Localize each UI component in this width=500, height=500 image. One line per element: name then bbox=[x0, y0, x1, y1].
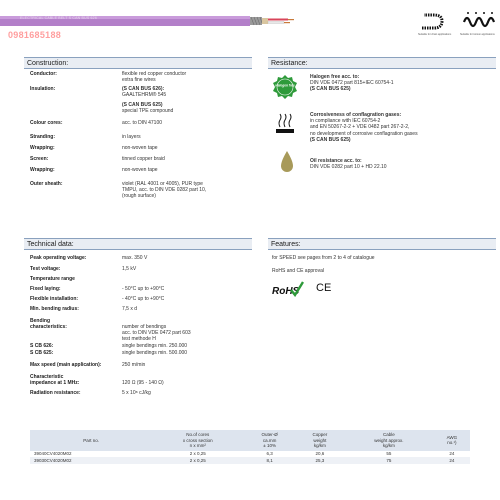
chain-icon-caption: Suitable for chain applications bbox=[418, 33, 452, 36]
tech-label: Temperature range bbox=[30, 276, 75, 282]
tech-label: Flexible installation: bbox=[30, 296, 79, 302]
header-cable-weight: Cable weight approx. kg/km bbox=[344, 430, 434, 451]
tech-value: 250 m/min bbox=[122, 362, 146, 368]
tech-label: Peak operating voltage: bbox=[30, 255, 87, 261]
header-copper-weight: Copper weight kg/km bbox=[296, 430, 344, 451]
features-speed-text: for SPEED see pages from 2 to 4 of catalogue bbox=[272, 255, 375, 261]
tech-value: 1,5 kV bbox=[122, 266, 137, 272]
conductor-value: flexible red copper conductor extra fine wires bbox=[122, 71, 187, 84]
tech-label: characteristics: bbox=[30, 324, 67, 330]
cell-awg: 24 bbox=[434, 457, 470, 464]
table-row bbox=[30, 457, 470, 464]
tech-value: max. 350 V bbox=[122, 255, 148, 261]
tech-value: - 40°C up to +90°C bbox=[122, 296, 165, 302]
cell-copper-weight: 25,3 bbox=[296, 457, 344, 464]
halogen-free-badge-text: Halogen free bbox=[275, 83, 295, 88]
screen-value: tinned copper braid bbox=[122, 156, 165, 162]
tech-label: S CB 625: bbox=[30, 350, 54, 356]
rohs-logo-text: RoHS bbox=[272, 286, 300, 297]
header-cores: No.of cores x cross section n x mm² bbox=[152, 430, 243, 451]
oil-resistance-text: Oil resistance acc. to: DIN VDE 0282 part 10 + HD 22.10 bbox=[310, 158, 387, 171]
tech-value: 120 Ω (95 - 140 Ω) bbox=[122, 380, 164, 386]
wrapping-value-2: non-woven tape bbox=[122, 167, 158, 173]
torsion-icon bbox=[462, 10, 496, 32]
tech-value: 5 x 10⁸ cJ/kg bbox=[122, 390, 151, 396]
cell-cable-weight: 55 bbox=[344, 451, 434, 458]
insulation-626-value: (S CAN BUS 626): GAALTEHRM® 545 bbox=[122, 86, 167, 99]
tech-value: number of bendings bbox=[122, 324, 167, 330]
header-outer-diameter: Outer-Ø ca.mm ± 10% bbox=[243, 430, 295, 451]
colour-cores-label: Colour cores: bbox=[30, 120, 63, 126]
part-number-table bbox=[30, 430, 470, 464]
tech-label: Min. bending radius: bbox=[30, 306, 79, 312]
oil-drop-icon bbox=[279, 150, 295, 174]
cell-copper-weight: 20,6 bbox=[296, 451, 344, 458]
construction-heading: Construction: bbox=[24, 57, 252, 69]
chain-icon bbox=[420, 12, 454, 32]
tech-label: S CB 626: bbox=[30, 343, 54, 349]
halogen-free-text: Halogen free acc. to: DIN VDE 0472 part 815+IEC 60754-1 (S CAN BUS 625) bbox=[310, 74, 394, 93]
tech-label: impedance at 1 MHz: bbox=[30, 380, 80, 386]
wrapping-label-1: Wrapping: bbox=[30, 145, 55, 151]
header-awg: AWG no.¹) bbox=[434, 430, 470, 451]
tech-label: Fixed laying: bbox=[30, 286, 61, 292]
header-part-no: Part no. bbox=[30, 430, 152, 451]
phone-number: 0981685188 bbox=[8, 30, 62, 40]
cell-cable-weight: 75 bbox=[344, 457, 434, 464]
rohs-logo bbox=[272, 281, 299, 297]
cell-outer-diameter: 6,3 bbox=[243, 451, 295, 458]
ce-logo: CE bbox=[316, 282, 332, 294]
tech-value: - 50°C up to +90°C bbox=[122, 286, 165, 292]
tech-label: Bending bbox=[30, 318, 50, 324]
tech-label: Characteristic bbox=[30, 374, 64, 380]
cable-print-label: ELECTRICAL CABLE BELT S CAN BUS 626 bbox=[20, 16, 97, 20]
cell-cores: 2 x 0,25 bbox=[152, 451, 243, 458]
outer-sheath-label: Outer sheath: bbox=[30, 181, 63, 187]
wrapping-value-1: non-woven tape bbox=[122, 145, 158, 151]
wrapping-label-2: Wrapping: bbox=[30, 167, 55, 173]
colour-cores-value: acc. to DIN 47100 bbox=[122, 120, 163, 126]
tech-value: acc. to DIN VDE 0472 part 603 bbox=[122, 330, 191, 336]
technical-data-heading: Technical data: bbox=[24, 238, 252, 250]
tech-label: Max speed (main application): bbox=[30, 362, 102, 368]
torsion-icon-caption: Suitable for torsion applications bbox=[460, 33, 495, 36]
tech-value: single bendings min. 500.000 bbox=[122, 350, 188, 356]
conductor-label: Conductor: bbox=[30, 71, 57, 77]
tech-value: test methode H bbox=[122, 336, 156, 342]
table-header-row bbox=[30, 430, 470, 451]
tech-label: Radiation resistance: bbox=[30, 390, 81, 396]
cell-outer-diameter: 8,1 bbox=[243, 457, 295, 464]
insulation-625-value: (S CAN BUS 625) special TPE compound bbox=[122, 102, 174, 115]
features-approval-text: RoHS and CE approval bbox=[272, 268, 324, 274]
halogen-free-badge-icon bbox=[272, 74, 298, 100]
cell-awg: 24 bbox=[434, 451, 470, 458]
cell-cores: 2 x 0,25 bbox=[152, 457, 243, 464]
screen-label: Screen: bbox=[30, 156, 49, 162]
features-heading: Features: bbox=[268, 238, 496, 250]
outer-sheath-value: violet (RAL 4001 or 4005), PUR type TMPU, acc. to DIN VDE 0282 part 10, (rough surface) bbox=[122, 181, 207, 200]
insulation-label: Insulation: bbox=[30, 86, 56, 92]
tech-value: single bendings min. 250.000 bbox=[122, 343, 188, 349]
conflagration-gases-icon bbox=[274, 113, 296, 135]
tech-label: Test voltage: bbox=[30, 266, 61, 272]
resistance-heading: Resistance: bbox=[268, 57, 496, 69]
cell-part-no: 39030CV4020M02 bbox=[30, 457, 152, 464]
checkmark-icon bbox=[290, 281, 304, 297]
cell-part-no: 39040CV4020M02 bbox=[30, 451, 152, 458]
tech-value: 7,5 x d bbox=[122, 306, 138, 312]
stranding-value: in layers bbox=[122, 134, 141, 140]
corrosiveness-text: Corrosiveness of conflagration gases: in compliance with IEC 60754-2 and EN 50267-2-2 + VDE 0482 part 267-2-2, no development of corrosive conflagration gases (S CAN BUS 625) bbox=[310, 112, 418, 143]
stranding-label: Stranding: bbox=[30, 134, 55, 140]
